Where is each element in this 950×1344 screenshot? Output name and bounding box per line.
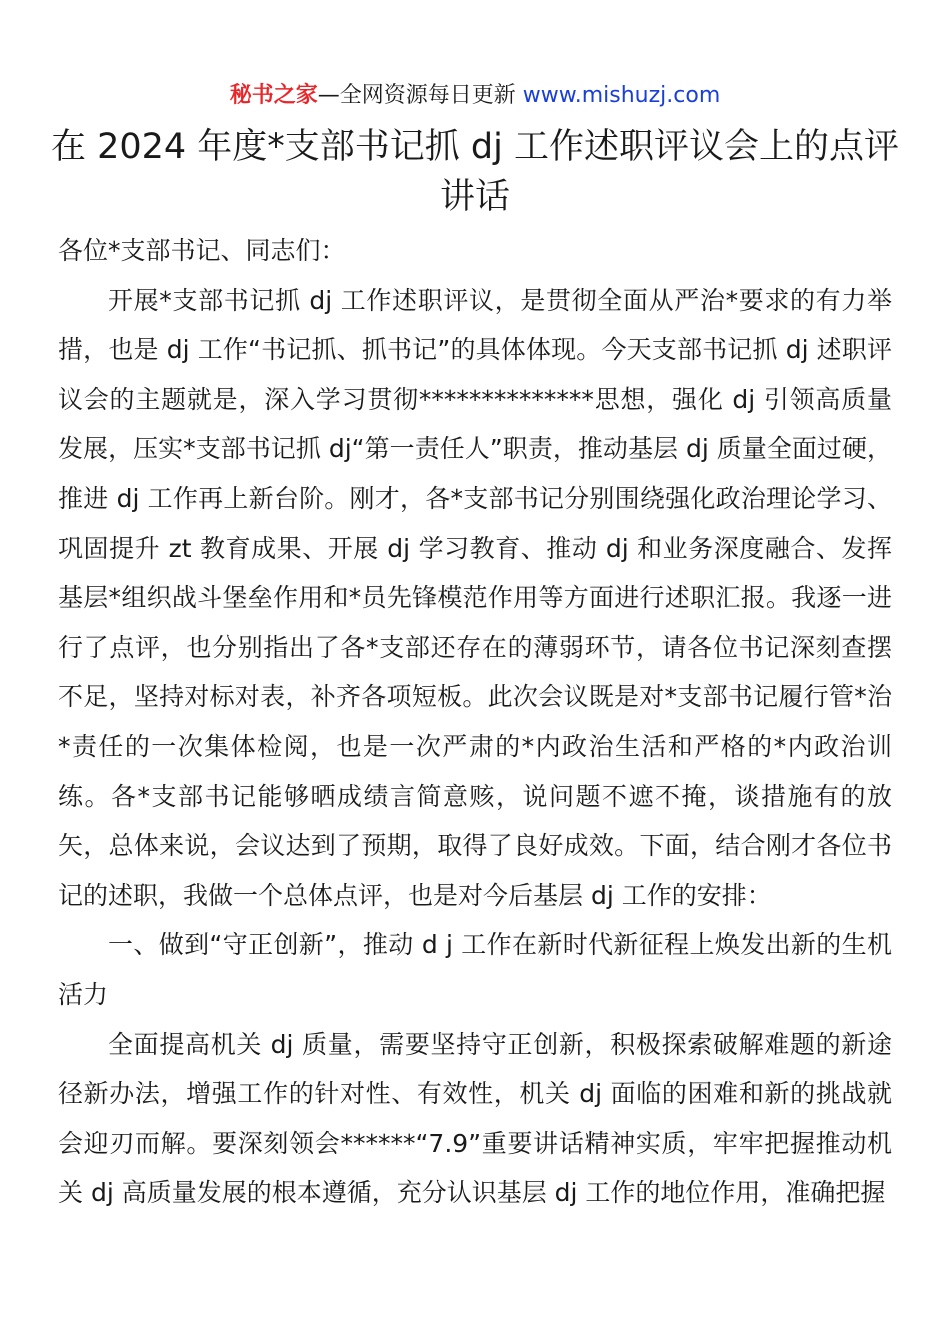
banner-url-link[interactable]: www.mishuzj.com <box>522 83 721 108</box>
document-title: 在 2024 年度*支部书记抓 dj 工作述职评议会上的点评讲话 <box>50 127 900 217</box>
site-banner <box>0 80 950 112</box>
document-body <box>58 226 892 1218</box>
salutation: 各位*支部书记、同志们： <box>58 236 346 265</box>
banner-brand: 秘书之家 <box>229 83 318 108</box>
section-paragraph: 全面提高机关 dj 质量，需要坚持守正创新，积极探索破解难题的新途径新办法，增强工作的针对性、有效性，机关 dj 面临的困难和新的挑战就会迎刃而解。要深刻领会******“7.9”重要讲话精神实质，牢牢把握推动机关 dj 高质量发展的根本遵循，充分认识基层 dj 工作的地位作用，准确把握 <box>58 1029 892 1208</box>
banner-tagline: —全网资源每日更新 <box>317 83 523 108</box>
section-heading: 一、做到“守正创新”，推动 d j 工作在新时代新征程上焕发出新的生机活力 <box>58 930 892 1009</box>
body-paragraph: 开展*支部书记抓 dj 工作述职评议，是贯彻全面从严治*要求的有力举措，也是 dj 工作“书记抓、抓书记”的具体体现。今天支部书记抓 dj 述职评议会的主题就是，深入学习贯彻**************思想，强化 dj 引领高质量发展，压实*支部书记抓 dj“第一责任人”职责，推动基层 dj 质量全面过硬，推进 dj 工作再上新台阶。刚才，各*支部书记分别围绕强化政治理论学习、巩固提升 zt 教育成果、开展 dj 学习教育、推动 dj 和业务深度融合、发挥基层*组织战斗堡垒作用和*员先锋模范作用等方面进行述职汇报。我逐一进行了点评，也分别指出了各*支部还存在的薄弱环节，请各位书记深刻查摆不足，坚持对标对表，补齐各项短板。此次会议既是对*支部书记履行管*治*责任的一次集体检阅，也是一次严肃的*内政治生活和严格的*内政治训练。各*支部书记能够晒成绩言简意赅，说问题不遮不掩，谈措施有的放矢，总体来说，会议达到了预期，取得了良好成效。下面，结合刚才各位书记的述职，我做一个总体点评，也是对今后基层 dj 工作的安排： <box>58 285 892 910</box>
